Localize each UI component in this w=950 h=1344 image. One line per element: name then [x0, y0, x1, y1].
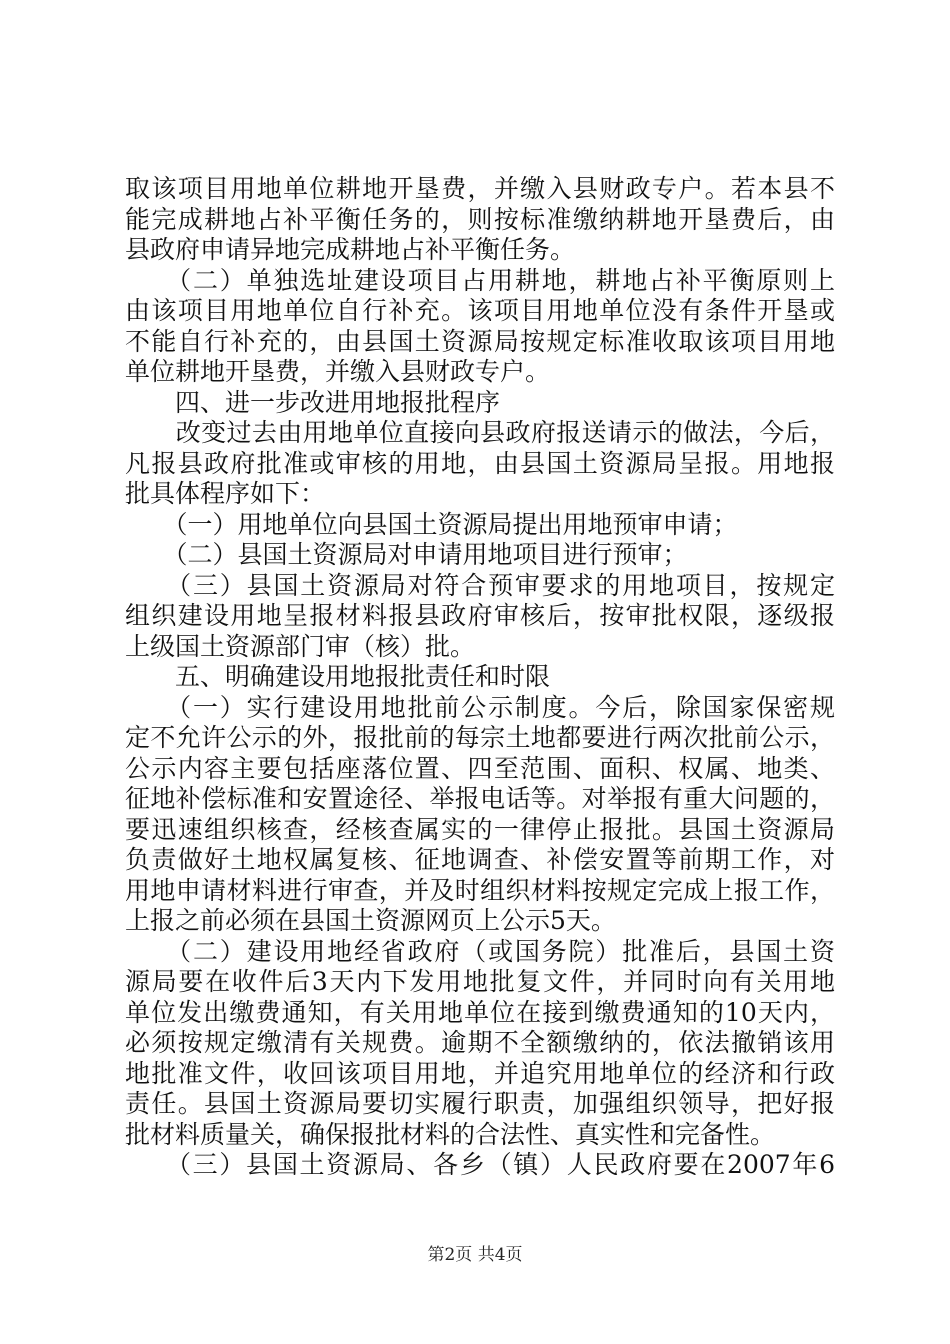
paragraph-line: 征地补偿标准和安置途径、举报电话等。对举报有重大问题的， — [125, 784, 835, 813]
paragraph-line: （一）实行建设用地批前公示制度。今后，除国家保密规 — [125, 693, 835, 722]
paragraph-line: （二）建设用地经省政府（或国务院）批准后，县国土资 — [125, 937, 835, 966]
paragraph-line: （二）单独选址建设项目占用耕地，耕地占补平衡原则上 — [125, 266, 835, 295]
paragraph-line: 县政府申请异地完成耕地占补平衡任务。 — [125, 235, 576, 264]
paragraph-line: 凡报县政府批准或审核的用地，由县国土资源局呈报。用地报 — [125, 449, 835, 478]
paragraph-line: 负责做好土地权属复核、征地调查、补偿安置等前期工作，对 — [125, 845, 835, 874]
paragraph-line: 批具体程序如下： — [125, 479, 326, 508]
paragraph-line: 责任。县国土资源局要切实履行职责，加强组织领导，把好报 — [125, 1089, 835, 1118]
page-number: 第2页 共4页 — [427, 1245, 523, 1265]
paragraph-line: 源局要在收件后3天内下发用地批复文件，并同时向有关用地 — [125, 967, 835, 996]
paragraph-line: 地批准文件，收回该项目用地，并追究用地单位的经济和行政 — [125, 1059, 835, 1088]
paragraph-line: 批材料质量关，确保报批材料的合法性、真实性和完备性。 — [125, 1120, 776, 1149]
paragraph-line: 公示内容主要包括座落位置、四至范围、面积、权属、地类、 — [125, 754, 835, 783]
paragraph-line: 组织建设用地呈报材料报县政府审核后，按审批权限，逐级报 — [125, 601, 835, 630]
paragraph-line: 要迅速组织核查，经核查属实的一律停止报批。县国土资源局 — [125, 815, 835, 844]
section-heading: 五、明确建设用地报批责任和时限 — [125, 662, 551, 691]
paragraph-line: 上级国土资源部门审（核）批。 — [125, 632, 476, 661]
paragraph-line: 单位发出缴费通知，有关用地单位在接到缴费通知的10天内， — [125, 998, 835, 1027]
paragraph-line: 能完成耕地占补平衡任务的，则按标准缴纳耕地开垦费后，由 — [125, 205, 835, 234]
paragraph-line: （三）县国土资源局对符合预审要求的用地项目，按规定 — [125, 571, 835, 600]
paragraph-line: 改变过去由用地单位直接向县政府报送请示的做法，今后， — [125, 418, 835, 447]
paragraph-line: （一）用地单位向县国土资源局提出用地预审申请； — [125, 510, 738, 539]
paragraph-line: 由该项目用地单位自行补充。该项目用地单位没有条件开垦或 — [125, 296, 835, 325]
paragraph-line: （三）县国土资源局、各乡（镇）人民政府要在2007年6 — [125, 1150, 835, 1179]
paragraph-line: 取该项目用地单位耕地开垦费，并缴入县财政专户。若本县不 — [125, 174, 835, 203]
paragraph-line: 上报之前必须在县国土资源网页上公示5天。 — [125, 906, 616, 935]
paragraph-line: 必须按规定缴清有关规费。逾期不全额缴纳的，依法撤销该用 — [125, 1028, 835, 1057]
paragraph-line: 单位耕地开垦费，并缴入县财政专户。 — [125, 357, 551, 386]
paragraph-line: （二）县国土资源局对申请用地项目进行预审； — [125, 540, 688, 569]
section-heading: 四、进一步改进用地报批程序 — [125, 388, 501, 417]
paragraph-line: 不能自行补充的，由县国土资源局按规定标准收取该项目用地 — [125, 327, 835, 356]
paragraph-line: 用地申请材料进行审查，并及时组织材料按规定完成上报工作， — [125, 876, 835, 905]
paragraph-line: 定不允许公示的外，报批前的每宗土地都要进行两次批前公示， — [125, 723, 835, 752]
